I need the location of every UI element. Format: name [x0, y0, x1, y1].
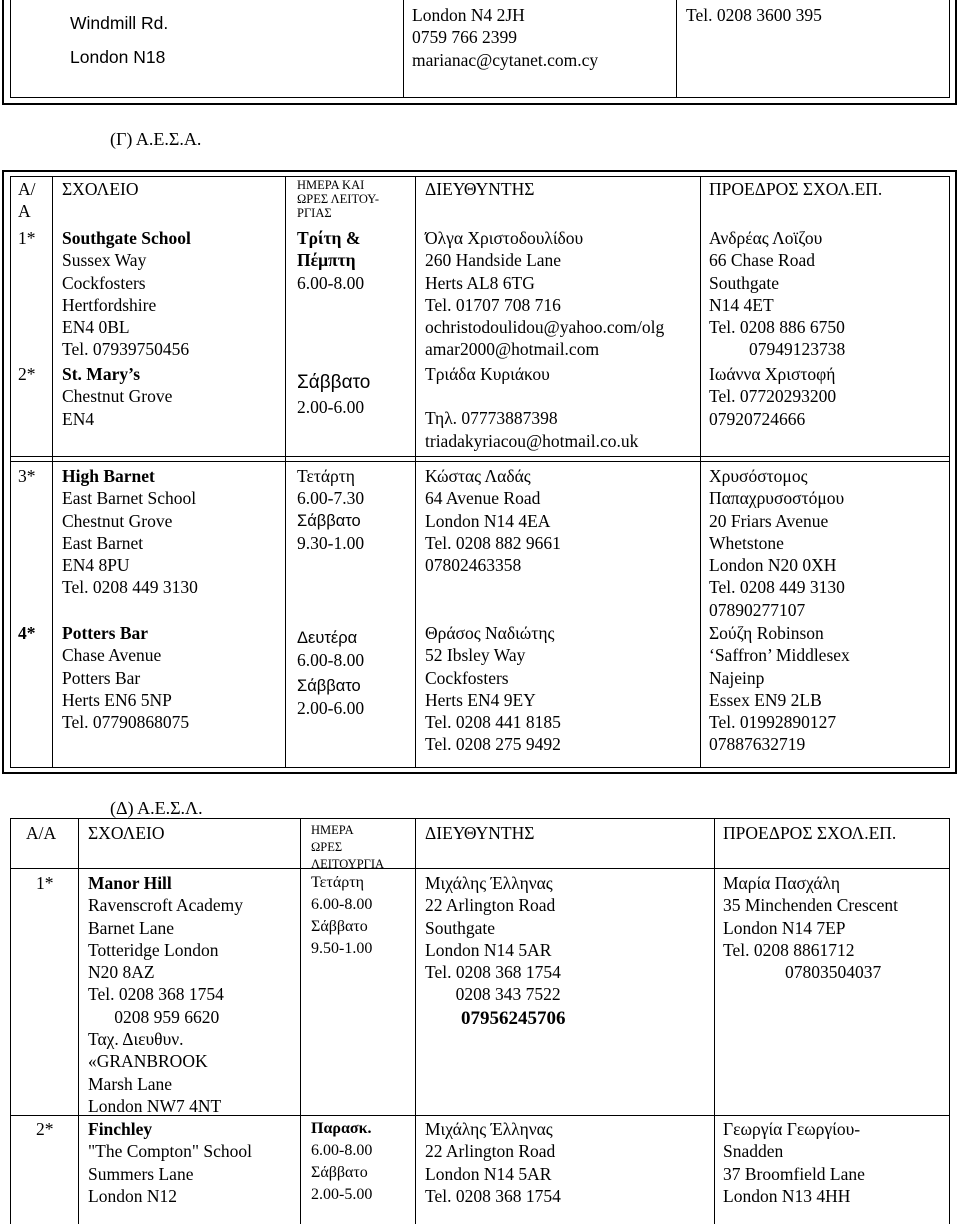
school-line: Ταχ. Διευθυν.: [88, 1029, 184, 1050]
header-text: ΛΕΙΤΟΥΡΓΙΑ: [311, 857, 385, 871]
table-g-col-divider: [285, 176, 286, 768]
school-line: 0208 959 6620: [88, 1006, 220, 1027]
hours-label: 6.00-8.00: [297, 272, 365, 293]
director-line: 0208 343 7522: [425, 984, 561, 1005]
row-number: 1*: [18, 228, 36, 248]
school-line: Tel. 07939750456: [62, 339, 190, 360]
table-g-border-right-inner: [949, 176, 950, 768]
chair-line: Χρυσόστομος: [709, 466, 808, 486]
director-line: Τηλ. 07773887398: [425, 408, 558, 429]
school-cell: [62, 622, 189, 733]
table-g-col-divider: [700, 176, 701, 768]
table-g-border-top: [2, 170, 957, 172]
school-line: Hertfordshire: [62, 294, 157, 315]
chair-line: 20 Friars Avenue: [709, 510, 829, 531]
hours-label: 9.30-1.00: [297, 532, 365, 553]
days-label: Δευτέρα: [297, 629, 358, 647]
director-line: Κώστας Λαδάς: [425, 466, 531, 486]
days-cell: [297, 370, 370, 418]
hours-label: 6.00-8.00: [311, 896, 373, 913]
header-chair: ΠΡΟΕΔΡΟΣ ΣΧΟΛ.ΕΠ.: [709, 179, 883, 199]
chair-line: 37 Broomfield Lane: [723, 1163, 865, 1184]
director-line: Θράσος Ναδιώτης: [425, 623, 555, 643]
hours-label: 6.00-8.00: [297, 650, 365, 671]
school-line: Tel. 0208 368 1754: [88, 984, 224, 1005]
days-cell: [297, 465, 364, 554]
chair-cell: [709, 363, 836, 430]
chair-line: Tel. 0208 449 3130: [709, 577, 845, 598]
director-line: 260 Handside Lane: [425, 250, 562, 271]
header-text: ΡΓΙΑΣ: [297, 206, 332, 220]
chair-line: Ανδρέας Λοϊζου: [709, 228, 823, 248]
director-cell: [425, 363, 638, 452]
school-cell: [88, 1118, 252, 1207]
director-line: London N14 5AR: [425, 1163, 552, 1184]
top-table-bottom-border-outer: [2, 103, 957, 105]
days-cell: [311, 872, 372, 960]
director-line: [425, 385, 638, 407]
chair-cell: [709, 227, 845, 361]
row-number: 2*: [18, 364, 36, 384]
director-line: 22 Arlington Road: [425, 1141, 556, 1162]
header-school: ΣΧΟΛΕΙΟ: [88, 823, 165, 843]
school-line: Cockfosters: [62, 272, 146, 293]
table-g-row-divider: [10, 456, 950, 457]
top-row-line: Windmill Rd.: [70, 13, 169, 33]
school-cell: [62, 227, 191, 361]
school-line: East Barnet: [62, 532, 144, 553]
director-line: Herts AL8 6TG: [425, 272, 535, 293]
chair-line: Snadden: [723, 1141, 784, 1162]
school-line: EN4 8PU: [62, 555, 130, 576]
table-g-border-bottom-inner: [10, 767, 950, 768]
top-table-inner-border: [10, 0, 11, 98]
school-line: "The Compton" School: [88, 1141, 253, 1162]
director-line: Tel. 01707 708 716: [425, 294, 561, 315]
top-table-left-border: [2, 0, 4, 104]
days-cell: [297, 627, 364, 719]
chair-line: Tel. 0208 8861712: [723, 939, 855, 960]
hours-label: 6.00-8.00: [311, 1142, 373, 1159]
table-d-border-top: [10, 818, 950, 819]
director-line: Μιχάλης Έλληνας: [425, 1119, 553, 1139]
director-cell: [425, 622, 561, 756]
chair-line: 07920724666: [709, 408, 806, 429]
table-d-border-right: [949, 818, 950, 1224]
row-number: 4*: [18, 623, 36, 643]
chair-line: ‘Saffron’ Middlesex: [709, 645, 850, 666]
director-line: Tel. 0208 441 8185: [425, 712, 561, 733]
director-line: Όλγα Χριστοδουλίδου: [425, 228, 584, 248]
chair-line: Tel. 0208 886 6750: [709, 317, 845, 338]
header-text: Α/: [18, 179, 36, 199]
director-line: Tel. 0208 368 1754: [425, 1185, 561, 1206]
chair-line: Σούζη Robinson: [709, 623, 824, 643]
school-line: Chestnut Grove: [62, 386, 173, 407]
table-d-border-left: [10, 818, 11, 1224]
days-label: Τετάρτη: [311, 874, 364, 891]
school-cell: [62, 465, 198, 599]
header-days: [311, 822, 384, 873]
school-line: Tel. 0208 449 3130: [62, 577, 198, 598]
chair-cell: [723, 872, 898, 983]
table-g-col-divider: [415, 176, 416, 768]
top-table-divider-2: [676, 0, 677, 98]
school-line: N20 8AZ: [88, 962, 155, 983]
director-line: Southgate: [425, 917, 495, 938]
chair-line: London N14 7EP: [723, 917, 846, 938]
email-address: marianac@cytanet.com.cy: [412, 49, 599, 70]
school-name: Potters Bar: [62, 623, 149, 643]
director-line: amar2000@hotmail.com: [425, 339, 600, 360]
top-row-contact: [412, 4, 598, 71]
section-g-title: (Γ) Α.Ε.Σ.Α.: [110, 129, 202, 149]
days-label: Πέμπτη: [297, 250, 356, 271]
top-row-phone: [686, 4, 822, 26]
table-d-col-divider: [300, 818, 301, 1224]
header-school: ΣΧΟΛΕΙΟ: [62, 179, 139, 199]
director-line: 64 Avenue Road: [425, 488, 541, 509]
school-line: Sussex Way: [62, 250, 147, 271]
chair-line: N14 4ET: [709, 294, 774, 315]
header-number: Α/Α: [26, 823, 57, 843]
table-d-col-divider: [78, 818, 79, 1224]
school-line: EN4: [62, 408, 95, 429]
school-line: Barnet Lane: [88, 917, 174, 938]
chair-cell: [709, 465, 845, 621]
top-table-right-border-outer: [955, 0, 957, 104]
school-cell: [62, 363, 172, 430]
director-line: Herts EN4 9EY: [425, 689, 536, 710]
director-line: 52 Ibsley Way: [425, 645, 526, 666]
hours-label: 9.50-1.00: [311, 940, 373, 957]
days-label: Σάββατο: [297, 372, 371, 393]
school-line: London NW7 4NT: [88, 1095, 222, 1116]
chair-line: 07890277107: [709, 599, 806, 620]
director-line: Tel. 0208 275 9492: [425, 734, 561, 755]
top-table-bottom-border: [10, 97, 950, 98]
director-line: 07802463358: [425, 555, 522, 576]
chair-cell: [723, 1118, 865, 1207]
hours-label: 2.00-6.00: [297, 697, 365, 718]
school-name: St. Mary’s: [62, 364, 141, 384]
table-g-row-divider: [10, 461, 950, 462]
row-number: 2*: [36, 1119, 54, 1139]
header-text: ΩΡΕΣ: [311, 840, 343, 854]
school-line: Chestnut Grove: [62, 510, 173, 531]
top-table-right-border: [949, 0, 950, 98]
director-line: London N14 5AR: [425, 939, 552, 960]
header-text: ΩΡΕΣ ΛΕΙΤΟΥ-: [297, 192, 380, 206]
director-cell: [425, 227, 664, 361]
row-number: 3*: [18, 466, 36, 486]
school-line: EN4 0BL: [62, 317, 130, 338]
chair-line: Southgate: [709, 272, 779, 293]
table-g-border-left-inner: [10, 176, 11, 768]
school-line: Marsh Lane: [88, 1073, 173, 1094]
chair-line: Παπαχρυσοστόμου: [709, 488, 845, 509]
hours-label: 2.00-5.00: [311, 1186, 373, 1203]
chair-line: Tel. 01992890127: [709, 712, 837, 733]
school-line: Chase Avenue: [62, 645, 162, 666]
table-g-border-bottom: [2, 772, 957, 774]
chair-line: London N13 4HH: [723, 1185, 851, 1206]
section-d-title: (Δ) Α.Ε.Σ.Λ.: [110, 798, 203, 818]
school-line: East Barnet School: [62, 488, 197, 509]
director-line: London N14 4EA: [425, 510, 551, 531]
director-line: Μιχάλης Έλληνας: [425, 873, 553, 893]
days-label: Σάββατο: [297, 676, 361, 695]
chair-line: 35 Minchenden Crescent: [723, 895, 898, 916]
table-g-border-right: [955, 170, 957, 774]
table-g-border-left: [2, 170, 4, 774]
school-line: Summers Lane: [88, 1163, 194, 1184]
days-cell: [297, 227, 364, 294]
director-cell: [425, 872, 566, 1032]
director-line: Tel. 0208 882 9661: [425, 532, 561, 553]
school-cell: [88, 872, 243, 1117]
chair-line: Μαρία Πασχάλη: [723, 873, 840, 893]
header-text: ΗΜΕΡΑ: [311, 823, 354, 837]
header-days: [297, 178, 379, 220]
top-row-line: 0759 766 2399: [412, 27, 517, 48]
table-d-col-divider: [415, 818, 416, 1224]
director-cell: [425, 465, 561, 576]
chair-line: Essex EN9 2LB: [709, 689, 822, 710]
table-d-row-divider: [10, 868, 950, 869]
days-label: Τετάρτη: [297, 466, 355, 486]
school-name: High Barnet: [62, 466, 155, 486]
row-number: 1*: [36, 873, 54, 893]
school-line: Tel. 07790868075: [62, 712, 190, 733]
header-number: [18, 178, 36, 223]
days-label: Σάββατο: [311, 1164, 368, 1181]
director-cell: [425, 1118, 561, 1207]
top-row-line: London N4 2JH: [412, 5, 525, 25]
days-label: Σάββατο: [297, 511, 361, 530]
director-line: Τριάδα Κυριάκου: [425, 364, 550, 384]
school-line: Herts EN6 5NP: [62, 689, 172, 710]
school-line: «GRANBROOK: [88, 1051, 208, 1072]
table-d-col-divider: [714, 818, 715, 1224]
school-line: Totteridge London: [88, 939, 219, 960]
header-director: ΔΙΕΥΘΥΝΤΗΣ: [425, 823, 535, 843]
table-g-col-divider: [52, 176, 53, 768]
director-line: Cockfosters: [425, 667, 509, 688]
chair-line: Najeinp: [709, 667, 765, 688]
director-mobile: 07956245706: [461, 1007, 566, 1029]
chair-line: Tel. 07720293200: [709, 386, 837, 407]
top-row-line: London N18: [70, 47, 166, 67]
chair-line: 07949123738: [749, 339, 846, 360]
header-director: ΔΙΕΥΘΥΝΤΗΣ: [425, 179, 535, 199]
table-g-border-top-inner: [10, 176, 950, 177]
chair-line: 66 Chase Road: [709, 250, 815, 271]
header-text: ΗΜΕΡΑ ΚΑΙ: [297, 178, 365, 192]
chair-line: Γεωργία Γεωργίου-: [723, 1119, 861, 1139]
director-line: Tel. 0208 368 1754: [425, 962, 561, 983]
email-address: triadakyriacou@hotmail.co.uk: [425, 430, 639, 451]
top-row-address: [70, 6, 168, 74]
school-line: Potters Bar: [62, 667, 141, 688]
school-name: Manor Hill: [88, 873, 172, 893]
hours-label: 2.00-6.00: [297, 397, 365, 417]
school-name: Southgate School: [62, 228, 191, 248]
director-line: 22 Arlington Road: [425, 895, 556, 916]
days-cell: [311, 1118, 372, 1206]
chair-line: Ιωάννα Χριστοφή: [709, 364, 836, 384]
hours-label: 6.00-7.30: [297, 488, 365, 509]
days-label: Σάββατο: [311, 918, 368, 935]
school-line: Ravenscroft Academy: [88, 895, 244, 916]
days-label: Τρίτη &: [297, 228, 361, 248]
chair-line: 07887632719: [709, 734, 806, 755]
director-line: ochristodoulidou@yahoo.com/olg: [425, 317, 665, 338]
top-table-divider-1: [403, 0, 404, 98]
chair-cell: [709, 622, 850, 756]
header-chair: ΠΡΟΕΔΡΟΣ ΣΧΟΛ.ΕΠ.: [723, 823, 897, 843]
chair-line: 07803504037: [785, 962, 882, 983]
chair-line: Whetstone: [709, 532, 784, 553]
header-text: Α: [18, 201, 31, 222]
days-label: Παρασκ.: [311, 1120, 372, 1137]
chair-line: London N20 0XH: [709, 555, 837, 576]
school-line: London N12: [88, 1185, 177, 1206]
school-name: Finchley: [88, 1119, 153, 1139]
top-row-line: Tel. 0208 3600 395: [686, 5, 822, 25]
